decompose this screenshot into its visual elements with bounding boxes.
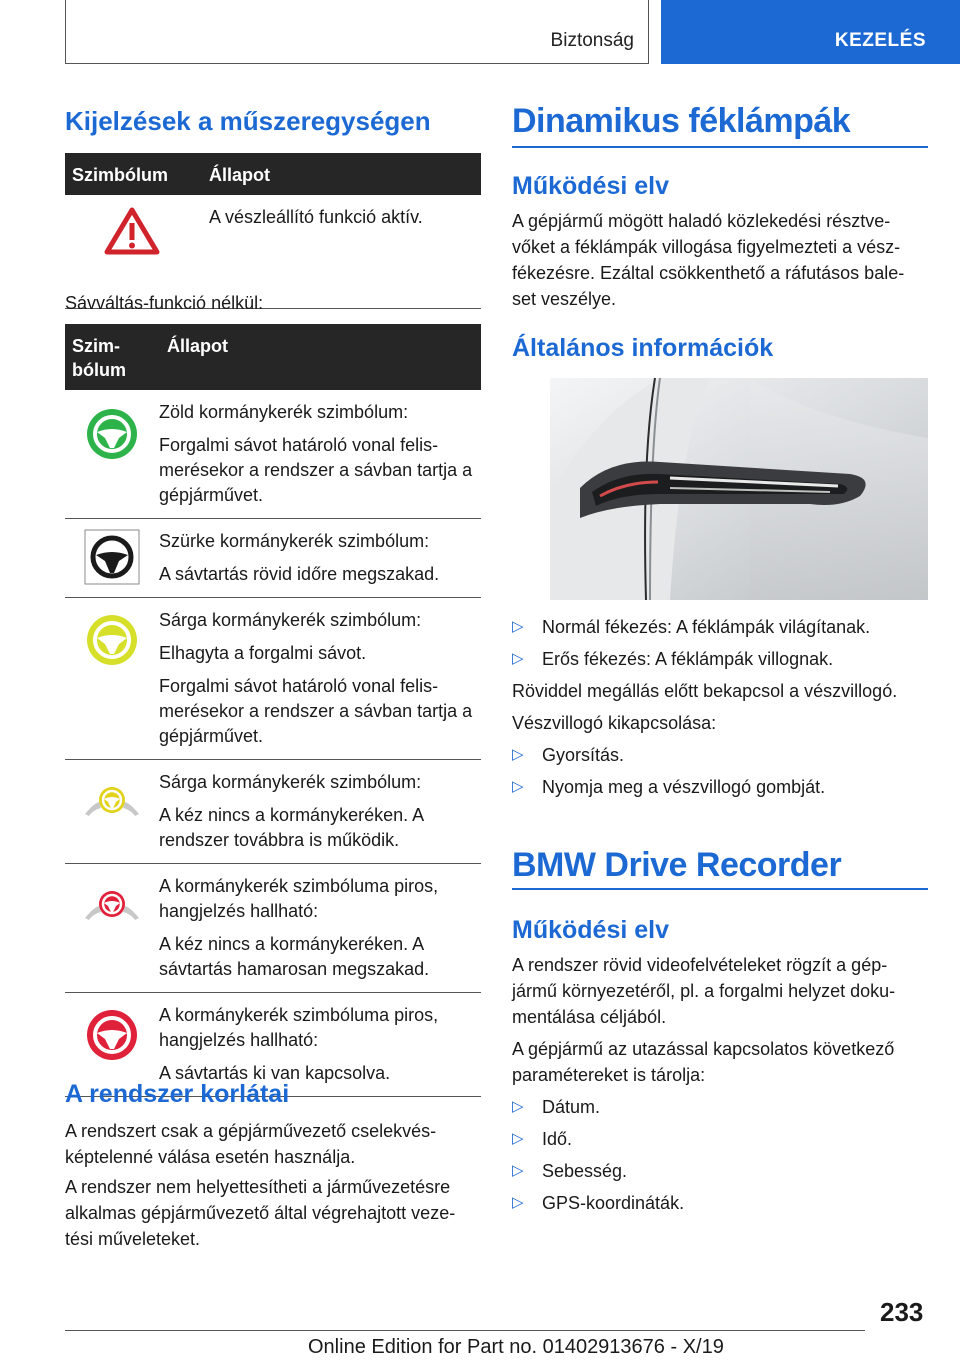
bullet-triangle-icon: ▷ (512, 1130, 524, 1147)
symbol-cell (65, 598, 159, 760)
table-lane-keeping (65, 324, 481, 1097)
section-heading-displays: Kijelzések a műszeregységen (65, 106, 431, 136)
limits-paragraph-2: A rendszer nem helyettesítheti a járművezetésre alkalmas gépjárművezető által végrehajtott veze-tési műveleteket. (65, 1177, 456, 1249)
bullet-triangle-icon: ▷ (512, 1098, 524, 1115)
steering-wheel-gray-icon (84, 529, 140, 585)
section-title: Biztonság (550, 30, 634, 51)
footer-rule (65, 1330, 865, 1331)
header-chapter-box (661, 0, 960, 64)
status-label: Sárga kormánykerék szimbólum: (159, 610, 422, 630)
list-item: ▷ Idő. (512, 1126, 928, 1152)
list-item: ▷ Normál fékezés: A féklámpák világítanak. (512, 614, 928, 640)
status-cell (159, 760, 481, 864)
warning-triangle-icon (104, 207, 160, 255)
bullet-triangle-icon: ▷ (512, 618, 524, 635)
status-cell (159, 390, 481, 519)
hazard-off-intro: Vészvillogó kikapcsolása: (512, 713, 717, 733)
footer-edition: Online Edition for Part no. 01402913676 - X/19 (308, 1336, 724, 1358)
status-label: Szürke kormánykerék szimbólum: (159, 531, 430, 551)
list-item: ▷ Dátum. (512, 1094, 928, 1120)
status-cell (159, 519, 481, 598)
chapter-title: KEZELÉS (834, 30, 926, 51)
steering-wheel-hands-off-yellow-icon (83, 780, 141, 820)
heading-rule (512, 888, 928, 890)
intro-text: Sávváltás-funkció nélkül: (65, 293, 264, 313)
status-text: A kéz nincs a kormánykeréken. A sávtartás hamarosan megszakad. (159, 934, 430, 979)
recorder-params-list (512, 1094, 928, 1222)
status-text: A sávtartás rövid időre megszakad. (159, 564, 440, 584)
status-text: A sávtartás ki van kapcsolva. (159, 1063, 391, 1083)
recorder-paragraph-2: A gépjármű az utazással kapcsolatos következő paramétereket is tárolja: (512, 1039, 895, 1085)
status-text: Elhagyta a forgalmi sávot. (159, 643, 367, 663)
table-header-symbol: Szim- bólum (65, 324, 159, 390)
status-text: Forgalmi sávot határoló vonal felis-merésekor a rendszer a sávban tartja a gépjárművet. (159, 435, 473, 505)
recorder-paragraph-1: A rendszer rövid videofelvételeket rögzít a gép-jármű környezetéről, pl. a forgalmi helyzet doku-mentálása céljából. (512, 955, 896, 1027)
subheading-principle: Működési elv (512, 172, 669, 200)
status-cell (159, 864, 481, 993)
table-row (65, 390, 481, 519)
tail-light-image (550, 378, 928, 600)
table-row (65, 864, 481, 993)
subheading-general-info: Általános információk (512, 334, 774, 362)
status-label: A kormánykerék szimbóluma piros, hangjelzés hallható: (159, 876, 439, 921)
steering-wheel-green-icon (86, 408, 138, 460)
hazard-on-text: Röviddel megállás előtt bekapcsol a vészvillogó. (512, 681, 898, 701)
bullet-triangle-icon: ▷ (512, 1162, 524, 1179)
table-header-status: Állapot (205, 153, 481, 195)
section-heading-limits: A rendszer korlátai (65, 1080, 290, 1108)
bullet-triangle-icon: ▷ (512, 1194, 524, 1211)
subheading-principle: Működési elv (512, 916, 669, 944)
bullet-triangle-icon: ▷ (512, 650, 524, 667)
symbol-cell (65, 519, 159, 598)
table-header-status: Állapot (159, 324, 481, 390)
page-number: 233 (880, 1297, 924, 1327)
list-item: ▷ Gyorsítás. (512, 742, 928, 768)
symbol-cell (65, 390, 159, 519)
status-text: A kéz nincs a kormánykeréken. A rendszer továbbra is működik. (159, 805, 424, 850)
chapter-heading-dynamic-brake-lights: Dinamikus féklámpák (512, 102, 851, 140)
table-row (65, 519, 481, 598)
bullet-triangle-icon: ▷ (512, 778, 524, 795)
steering-wheel-yellow-icon (86, 614, 138, 666)
status-cell (159, 598, 481, 760)
table-header-symbol: Szimbólum (65, 153, 205, 195)
symbol-cell (65, 760, 159, 864)
chapter-heading-drive-recorder: BMW Drive Recorder (512, 846, 842, 884)
principle-paragraph: A gépjármű mögött haladó közlekedési résztve-vőket a féklámpák villogása figyelmezteti a vész-fékezésre. Ezáltal csökkenthető a ráfutásos bale-set veszélye. (512, 211, 905, 309)
list-item: ▷ Sebesség. (512, 1158, 928, 1184)
list-item: ▷ GPS-koordináták. (512, 1190, 928, 1216)
list-item: ▷ Nyomja meg a vészvillogó gombját. (512, 774, 928, 800)
steering-wheel-hands-off-red-icon (83, 884, 141, 924)
table-row (65, 760, 481, 864)
list-item: ▷ Erős fékezés: A féklámpák villognak. (512, 646, 928, 672)
status-label: A kormánykerék szimbóluma piros, hangjelzés hallható: (159, 1005, 439, 1050)
symbol-cell (65, 864, 159, 993)
status-label: Sárga kormánykerék szimbólum: (159, 772, 422, 792)
status-label: Zöld kormánykerék szimbólum: (159, 402, 409, 422)
hazard-off-list (512, 742, 928, 806)
header-section-box (65, 0, 649, 64)
brake-behavior-list (512, 614, 928, 678)
limits-paragraph-1: A rendszert csak a gépjárművezető cselekvés-képtelenné válása esetén használja. (65, 1121, 437, 1167)
bullet-triangle-icon: ▷ (512, 746, 524, 763)
heading-rule (512, 146, 928, 148)
status-text: A vészleállító funkció aktív. (209, 207, 423, 227)
table-row (65, 598, 481, 760)
steering-wheel-red-icon (86, 1009, 138, 1061)
table-emergency-stop (65, 153, 481, 309)
status-text: Forgalmi sávot határoló vonal felis-merésekor a rendszer a sávban tartja a gépjárművet. (159, 676, 473, 746)
